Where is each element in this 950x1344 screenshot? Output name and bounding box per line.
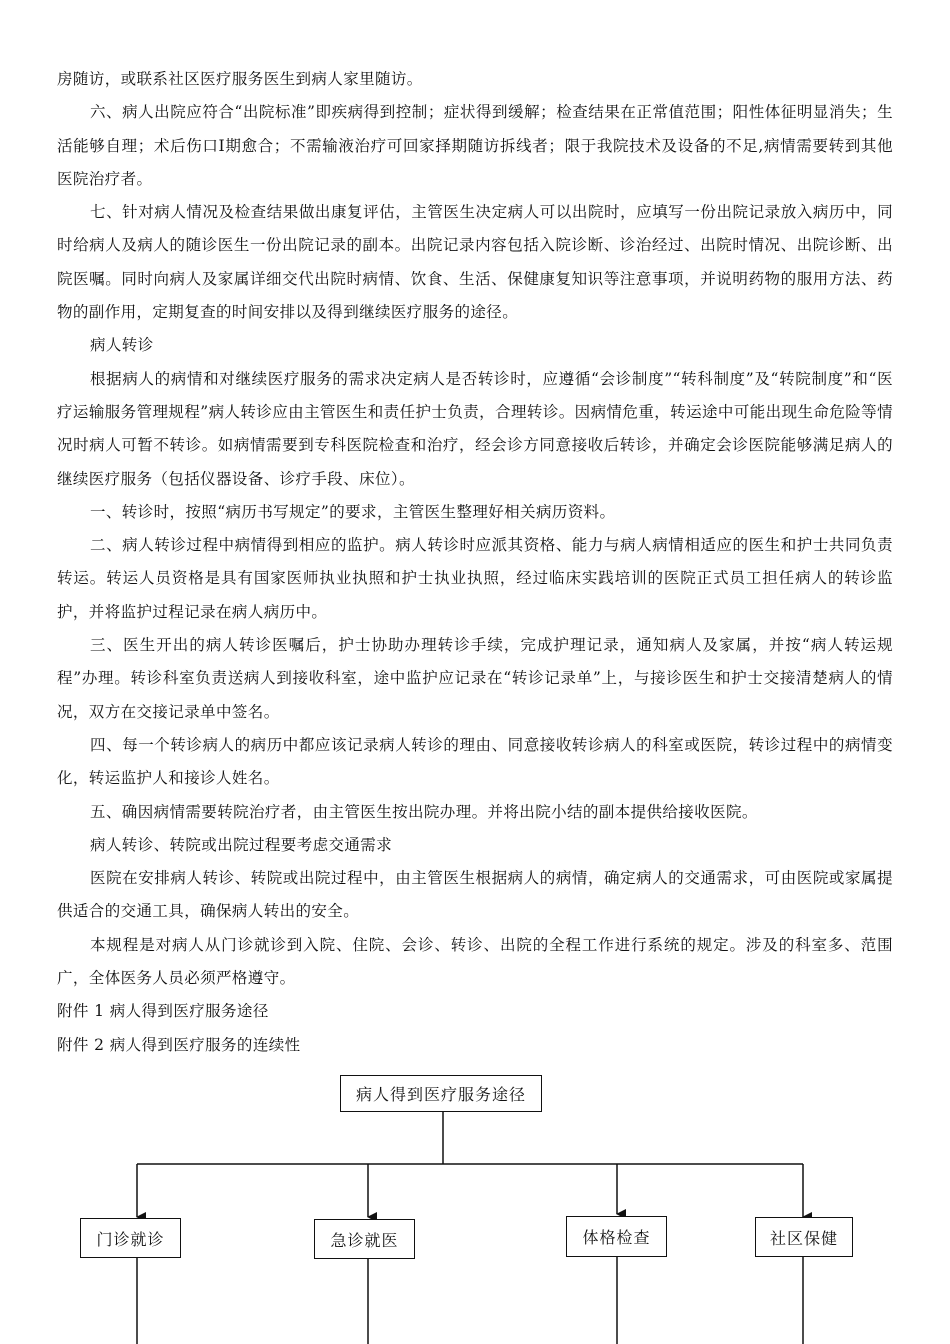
emergency-box: 急诊就医 bbox=[314, 1219, 415, 1259]
root-box: 病人得到医疗服务途径 bbox=[340, 1075, 542, 1112]
paragraph: 六、病人出院应符合“出院标准”即疾病得到控制；症状得到缓解；检查结果在正常值范围；阳性体征明显消失；生活能够自理；术后伤口Ⅰ期愈合；不需输液治疗可回家择期随访拆线者；限于我院技术及设备的不足,病情需要转到其他医院治疗者。 bbox=[57, 103, 893, 188]
section-heading: 病人转诊、转院或出院过程要考虑交通需求 bbox=[90, 835, 393, 854]
paragraph: 本规程是对病人从门诊就诊到入院、住院、会诊、转诊、出院的全程工作进行系统的规定。涉及的科室多、范围广，全体医务人员必须严格遵守。 bbox=[57, 935, 893, 988]
paragraph: 根据病人的病情和对继续医疗服务的需求决定病人是否转诊时，应遵循“会诊制度”“转科制度”及“转院制度”和“医疗运输服务管理规程”病人转诊应由主管医生和责任护士负责，合理转诊。因病情危重，转运途中可能出现生命危险等情况时病人可暂不转诊。如病情需要到专科医院检查和治疗，经会诊方同意接收后转诊，并确定会诊医院能够满足病人的继续医疗服务（包括仪器设备、诊疗手段、床位）。 bbox=[57, 369, 893, 488]
paragraph: 七、针对病人情况及检查结果做出康复评估，主管医生决定病人可以出院时，应填写一份出院记录放入病历中，同时给病人及病人的随诊医生一份出院记录的副本。出院记录内容包括入院诊断、诊治经过、出院时情况、出院诊断、出院医嘱。同时向病人及家属详细交代出院时病情、饮食、生活、保健康复知识等注意事项，并说明药物的服用方法、药物的副作用，定期复查的时间安排以及得到继续医疗服务的途径。 bbox=[57, 203, 893, 322]
body-text bbox=[57, 63, 893, 1062]
paragraph: 三、医生开出的病人转诊医嘱后，护士协助办理转诊手续，完成护理记录，通知病人及家属，并按“病人转运规程”办理。转诊科室负责送病人到接收科室，途中监护应记录在“转诊记录单”上，与接诊医生和护士交接清楚病人的情况，双方在交接记录单中签名。 bbox=[57, 636, 893, 721]
paragraph: 四、每一个转诊病人的病历中都应该记录病人转诊的理由、同意接收转诊病人的科室或医院，转诊过程中的病情变化，转运监护人和接诊人姓名。 bbox=[57, 735, 893, 788]
outpatient-box: 门诊就诊 bbox=[80, 1218, 181, 1258]
paragraph: 房随访，或联系社区医疗服务医生到病人家里随访。 bbox=[57, 70, 423, 88]
community-care-box: 社区保健 bbox=[755, 1217, 853, 1257]
attachment-label: 附件 1 病人得到医疗服务途径 bbox=[57, 1002, 269, 1021]
attachment-label: 附件 2 病人得到医疗服务的连续性 bbox=[57, 1035, 301, 1054]
paragraph: 医院在安排病人转诊、转院或出院过程中，由主管医生根据病人的病情，确定病人的交通需求，可由医院或家属提供适合的交通工具，确保病人转出的安全。 bbox=[57, 869, 893, 921]
section-heading: 病人转诊 bbox=[90, 336, 154, 355]
paragraph: 二、病人转诊过程中病情得到相应的监护。病人转诊时应派其资格、能力与病人病情相适应的医生和护士共同负责转运。转运人员资格是具有国家医师执业执照和护士执业执照，经过临床实践培训的医院正式员工担任病人的转诊监护，并将监护过程记录在病人病历中。 bbox=[57, 536, 893, 621]
paragraph: 五、确因病情需要转院治疗者，由主管医生按出院办理。并将出院小结的副本提供给接收医院。 bbox=[90, 802, 758, 821]
paragraph: 一、转诊时，按照“病历书写规定”的要求，主管医生整理好相关病历资料。 bbox=[90, 502, 616, 521]
physical-exam-box: 体格检查 bbox=[566, 1216, 667, 1257]
flowchart bbox=[0, 1068, 950, 1344]
